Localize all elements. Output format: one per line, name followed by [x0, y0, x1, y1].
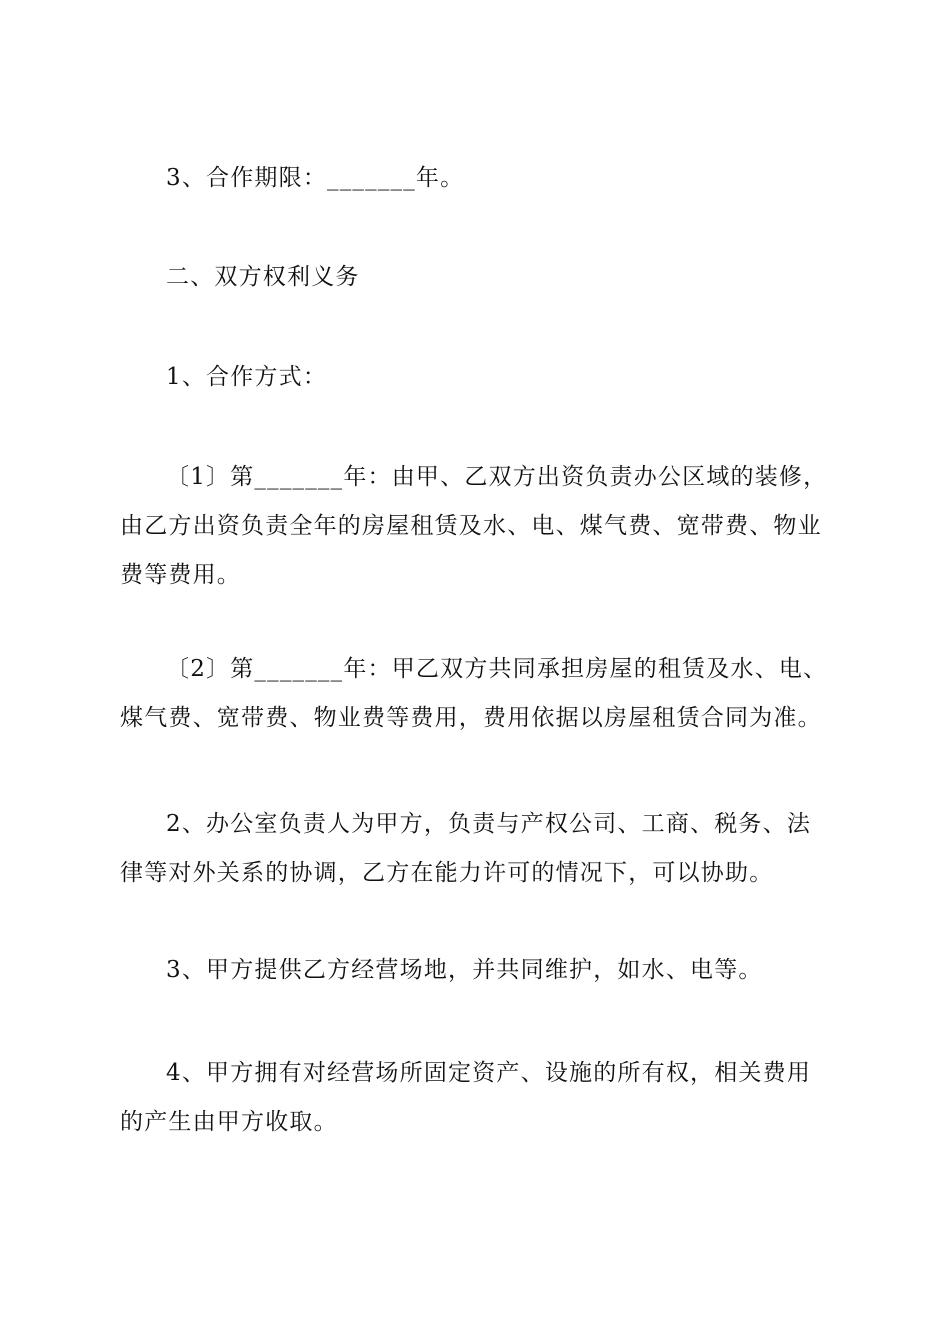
clause-premises: 3、甲方提供乙方经营场地，并共同维护，如水、电等。	[166, 957, 763, 983]
clause-cooperation-term: 3、合作期限：_______年。	[166, 165, 465, 191]
clause-first-year: 〔1〕第_______年：由甲、乙双方出资负责办公区域的装修，由乙方出资负责全年的房屋租赁及水、电、煤气费、宽带费、物业费等费用。	[120, 464, 828, 588]
clause-office-manager: 2、办公室负责人为甲方，负责与产权公司、工商、税务、法律等对外关系的协调，乙方在能力许可的情况下，可以协助。	[120, 811, 812, 886]
clause-fixed-assets: 4、甲方拥有对经营场所固定资产、设施的所有权，相关费用的产生由甲方收取。	[120, 1060, 812, 1135]
clause-second-year: 〔2〕第_______年：甲乙双方共同承担房屋的租赁及水、电、煤气费、宽带费、物业费等费用，费用依据以房屋租赁合同为准。	[120, 656, 828, 731]
clause-cooperation-mode: 1、合作方式：	[166, 364, 328, 390]
section-heading-rights-obligations: 二、双方权利义务	[166, 264, 360, 290]
